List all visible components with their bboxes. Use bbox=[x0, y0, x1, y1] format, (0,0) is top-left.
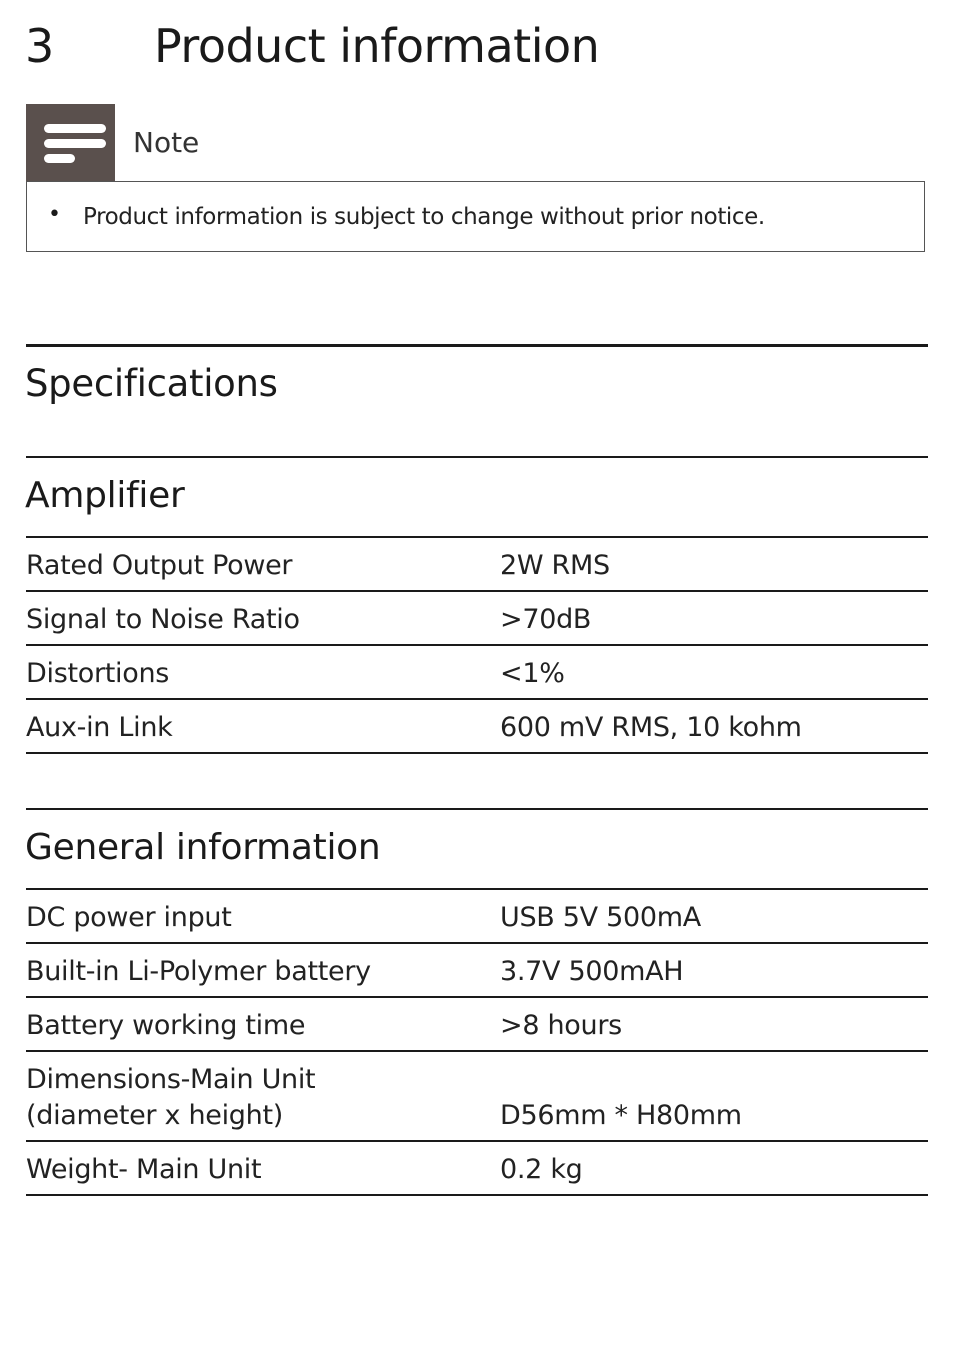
divider bbox=[26, 996, 928, 998]
divider bbox=[26, 752, 928, 754]
amplifier-title: Amplifier bbox=[25, 475, 185, 516]
spec-label: Weight- Main Unit bbox=[26, 1154, 262, 1185]
section-rule bbox=[26, 344, 928, 347]
note-text: Product information is subject to change without prior notice. bbox=[83, 204, 765, 230]
spec-value: <1% bbox=[500, 658, 565, 689]
divider bbox=[26, 942, 928, 944]
divider bbox=[26, 1194, 928, 1196]
specifications-title: Specifications bbox=[25, 362, 278, 405]
spec-value: 0.2 kg bbox=[500, 1154, 583, 1185]
divider bbox=[26, 698, 928, 700]
spec-label: DC power input bbox=[26, 902, 232, 933]
spec-label: Signal to Noise Ratio bbox=[26, 604, 300, 635]
spec-label: Dimensions-Main Unit bbox=[26, 1064, 316, 1095]
note-icon bbox=[26, 104, 115, 181]
spec-label-continued: (diameter x height) bbox=[26, 1100, 283, 1131]
note-box bbox=[26, 181, 925, 252]
spec-label: Battery working time bbox=[26, 1010, 306, 1041]
divider bbox=[26, 1140, 928, 1142]
divider bbox=[26, 456, 928, 458]
divider bbox=[26, 808, 928, 810]
spec-value: >8 hours bbox=[500, 1010, 622, 1041]
spec-value: >70dB bbox=[500, 604, 592, 635]
spec-value: D56mm * H80mm bbox=[500, 1100, 742, 1131]
spec-label: Rated Output Power bbox=[26, 550, 293, 581]
spec-value: 2W RMS bbox=[500, 550, 610, 581]
spec-value: 3.7V 500mAH bbox=[500, 956, 684, 987]
spec-label: Built-in Li-Polymer battery bbox=[26, 956, 371, 987]
divider bbox=[26, 644, 928, 646]
divider bbox=[26, 888, 928, 890]
divider bbox=[26, 1050, 928, 1052]
chapter-heading bbox=[25, 16, 925, 76]
spec-value: 600 mV RMS, 10 kohm bbox=[500, 712, 802, 743]
spec-label: Distortions bbox=[26, 658, 170, 689]
note-label: Note bbox=[133, 126, 200, 159]
divider bbox=[26, 536, 928, 538]
general-information-title: General information bbox=[25, 827, 381, 868]
divider bbox=[26, 590, 928, 592]
spec-label: Aux-in Link bbox=[26, 712, 173, 743]
spec-value: USB 5V 500mA bbox=[500, 902, 701, 933]
bullet-icon: • bbox=[48, 202, 61, 227]
page-title: Product information bbox=[154, 19, 600, 73]
chapter-number: 3 bbox=[25, 19, 54, 73]
